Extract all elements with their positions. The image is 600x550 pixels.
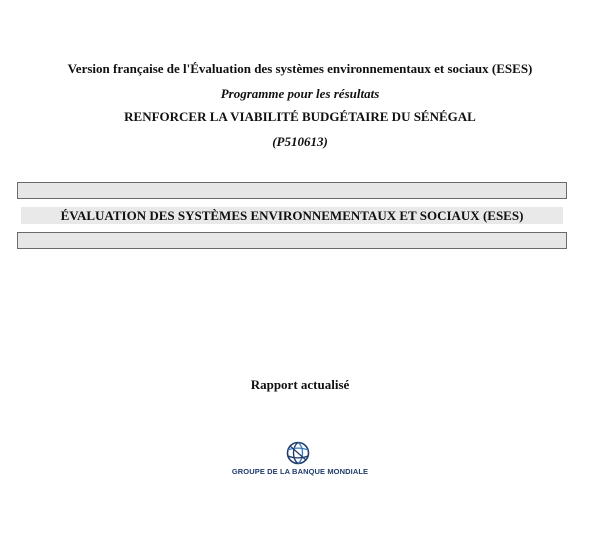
section-banner-title: ÉVALUATION DES SYSTÈMES ENVIRONNEMENTAUX ET SOCIAUX (ESES)	[21, 207, 563, 224]
report-label: Rapport actualisé	[250, 377, 350, 392]
shaded-bar-bottom	[17, 232, 567, 249]
world-bank-logo-text: GROUPE DE LA BANQUE MONDIALE	[231, 467, 369, 476]
shaded-bar-top	[17, 182, 567, 199]
programme-subtitle: Programme pour les résultats	[220, 86, 380, 101]
version-line: Version française de l'Évaluation des systèmes environnementaux et sociaux (ESES)	[67, 61, 533, 76]
project-title: RENFORCER LA VIABILITÉ BUDGÉTAIRE DU SÉNÉGAL	[124, 109, 476, 124]
project-id: (P510613)	[272, 134, 328, 149]
world-bank-globe-icon	[286, 441, 310, 465]
